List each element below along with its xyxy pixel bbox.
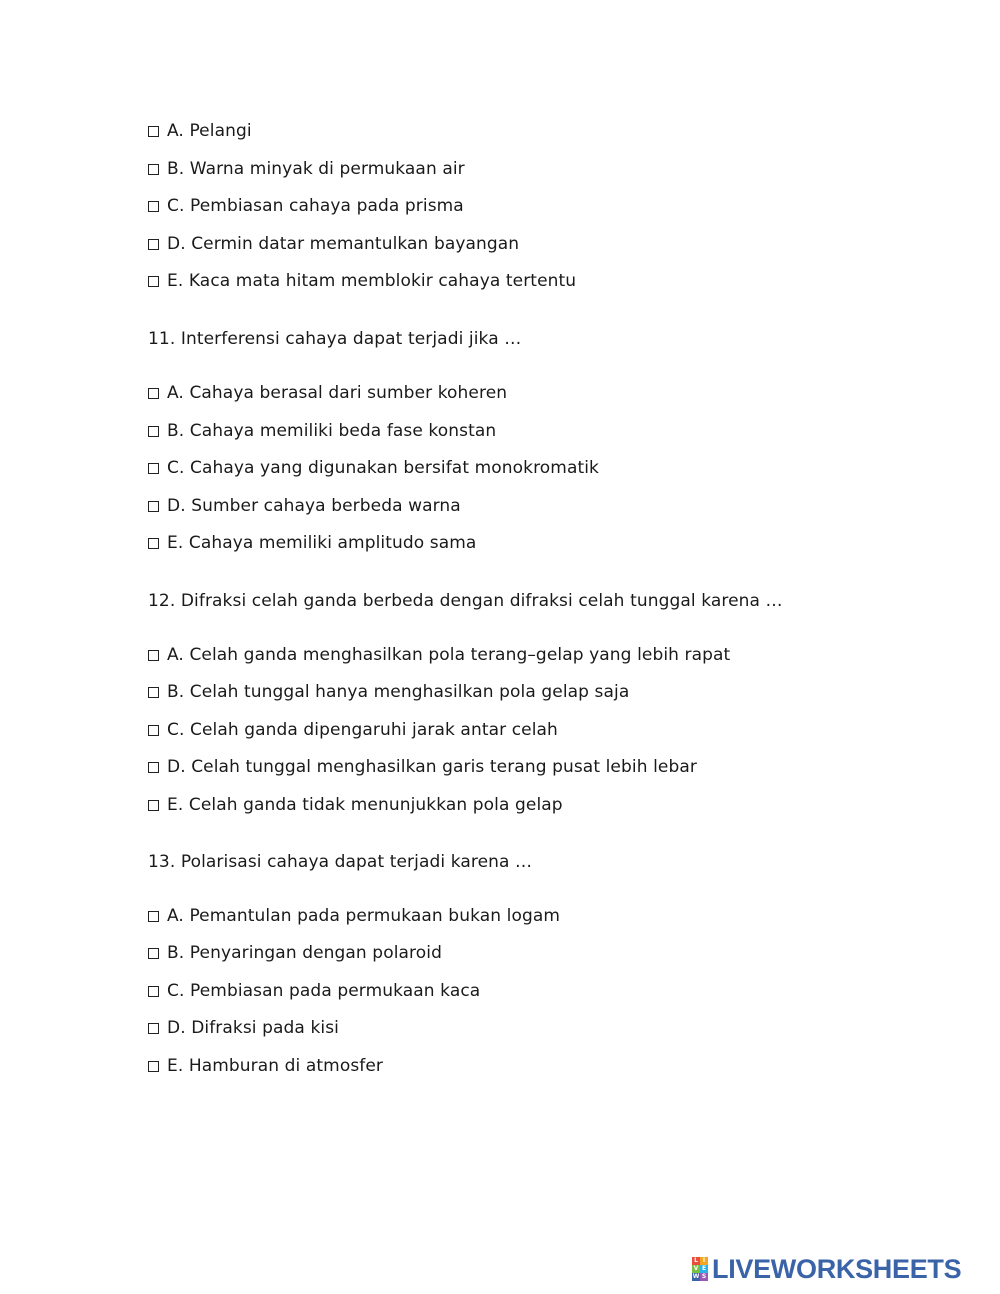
checkbox-icon[interactable] [148,911,159,922]
option-label: E. Cahaya memiliki amplitudo sama [167,533,477,553]
option-label: A. Celah ganda menghasilkan pola terang–gelap yang lebih rapat [167,645,731,665]
option-label: E. Celah ganda tidak menunjukkan pola gelap [167,795,563,815]
option-label: C. Celah ganda dipengaruhi jarak antar celah [167,720,558,740]
option-11-a[interactable] [148,382,507,404]
option-0-e[interactable] [148,270,576,292]
option-label: C. Pembiasan cahaya pada prisma [167,196,464,216]
checkbox-icon[interactable] [148,501,159,512]
option-label: B. Warna minyak di permukaan air [167,159,465,179]
logo-mark-cell: E [701,1265,707,1272]
option-label: D. Celah tunggal menghasilkan garis terang pusat lebih lebar [167,757,697,777]
checkbox-icon[interactable] [148,164,159,175]
option-0-a[interactable] [148,120,252,142]
checkbox-icon[interactable] [148,650,159,661]
option-11-b[interactable] [148,420,496,442]
logo-mark-cell: W [692,1273,700,1280]
checkbox-icon[interactable] [148,538,159,549]
checkbox-icon[interactable] [148,687,159,698]
option-label: A. Pelangi [167,121,252,141]
option-0-b[interactable] [148,158,465,180]
option-13-d[interactable] [148,1017,339,1039]
option-12-c[interactable] [148,719,558,741]
option-label: D. Difraksi pada kisi [167,1018,340,1038]
checkbox-icon[interactable] [148,948,159,959]
checkbox-icon[interactable] [148,201,159,212]
option-0-d[interactable] [148,233,519,255]
checkbox-icon[interactable] [148,126,159,137]
option-label: C. Pembiasan pada permukaan kaca [167,981,481,1001]
logo-mark-icon [692,1257,708,1281]
option-13-a[interactable] [148,905,560,927]
checkbox-icon[interactable] [148,388,159,399]
option-13-b[interactable] [148,942,442,964]
option-11-e[interactable] [148,532,476,554]
option-label: B. Penyaringan dengan polaroid [167,943,442,963]
option-label: C. Cahaya yang digunakan bersifat monokromatik [167,458,599,478]
option-12-b[interactable] [148,681,629,703]
option-label: D. Cermin datar memantulkan bayangan [167,234,520,254]
checkbox-icon[interactable] [148,725,159,736]
logo-mark-cell: V [693,1265,699,1272]
checkbox-icon[interactable] [148,463,159,474]
option-label: E. Hamburan di atmosfer [167,1056,384,1076]
checkbox-icon[interactable] [148,986,159,997]
checkbox-icon[interactable] [148,276,159,287]
option-12-a[interactable] [148,644,730,666]
option-label: A. Cahaya berasal dari sumber koheren [167,383,508,403]
question-13: 13. Polarisasi cahaya dapat terjadi karena … [148,852,533,872]
checkbox-icon[interactable] [148,426,159,437]
option-label: A. Pemantulan pada permukaan bukan logam [167,906,561,926]
checkbox-icon[interactable] [148,239,159,250]
option-label: B. Celah tunggal hanya menghasilkan pola gelap saja [167,682,630,702]
option-11-d[interactable] [148,495,461,517]
liveworksheets-logo [692,1256,961,1282]
checkbox-icon[interactable] [148,1023,159,1034]
logo-text: LIVEWORKSHEETS [712,1254,962,1284]
option-12-e[interactable] [148,794,563,816]
option-0-c[interactable] [148,195,464,217]
checkbox-icon[interactable] [148,800,159,811]
option-13-e[interactable] [148,1055,383,1077]
option-11-c[interactable] [148,457,599,479]
option-label: B. Cahaya memiliki beda fase konstan [167,421,497,441]
option-label: D. Sumber cahaya berbeda warna [167,496,461,516]
option-12-d[interactable] [148,756,697,778]
logo-mark-cell: S [701,1273,707,1280]
option-label: E. Kaca mata hitam memblokir cahaya tertentu [167,271,577,291]
checkbox-icon[interactable] [148,1061,159,1072]
question-11: 11. Interferensi cahaya dapat terjadi jika … [148,329,522,349]
logo-mark-cell: I [700,1257,708,1265]
option-13-c[interactable] [148,980,480,1002]
logo-mark-cell: L [692,1257,700,1265]
question-12: 12. Difraksi celah ganda berbeda dengan difraksi celah tunggal karena … [148,591,783,611]
checkbox-icon[interactable] [148,762,159,773]
